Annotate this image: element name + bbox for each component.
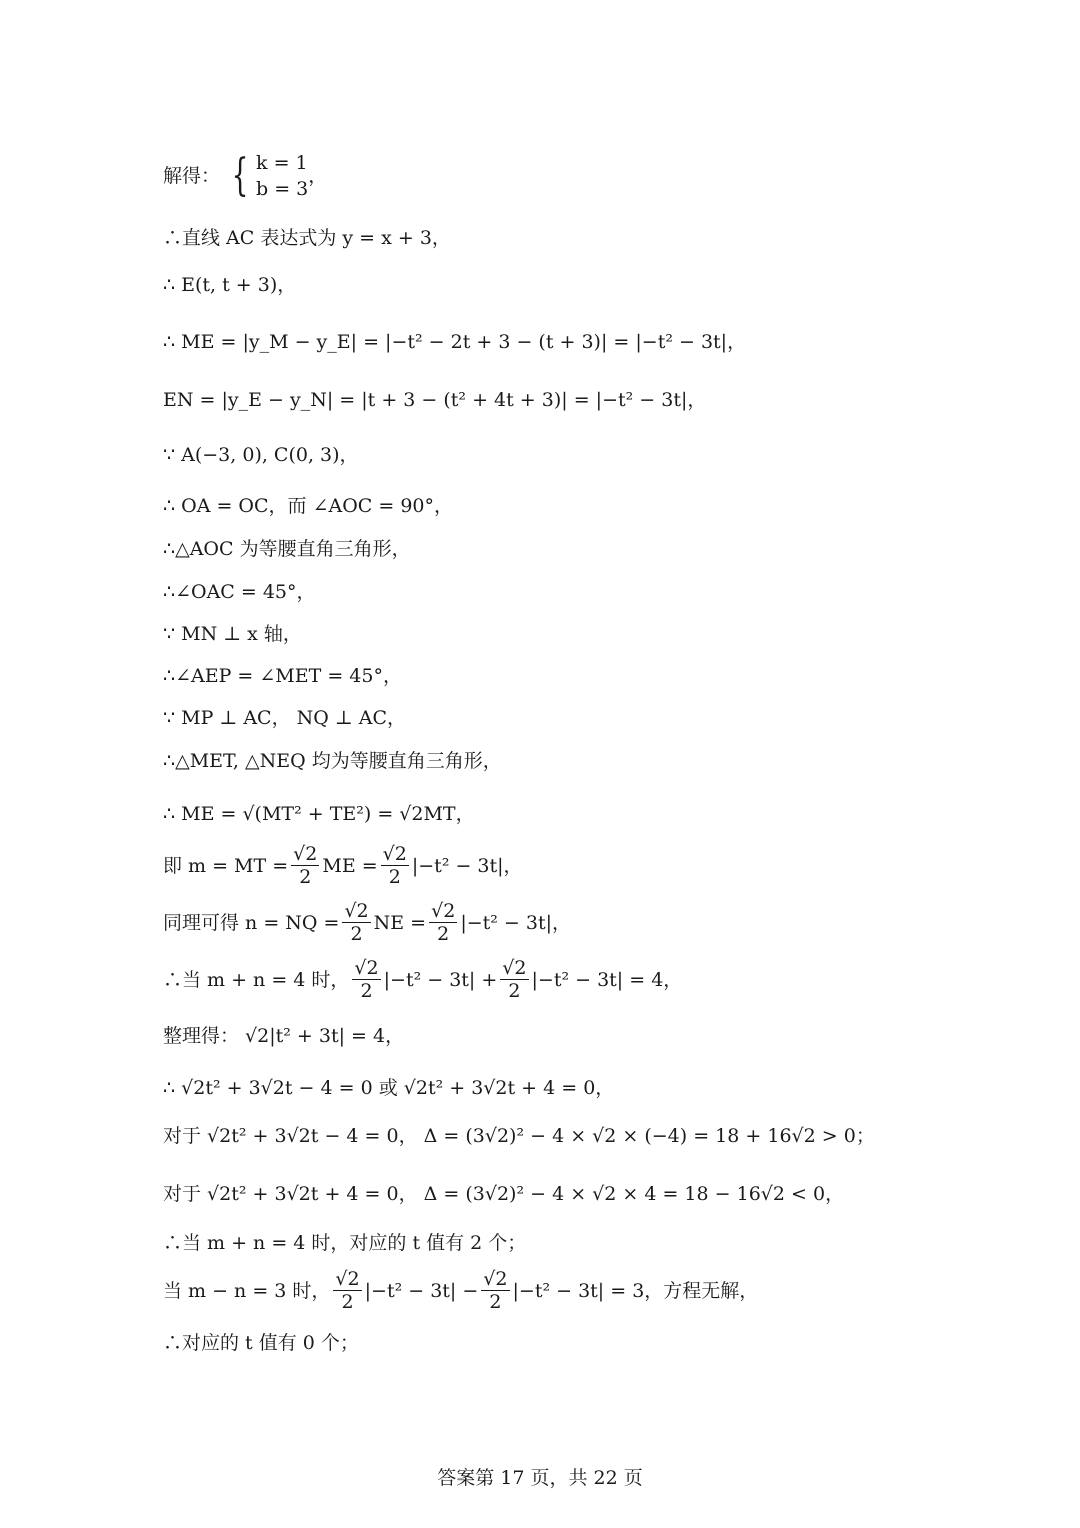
system-row-2: b = 3 xyxy=(256,178,309,200)
n-post: |−t² − 3t|， xyxy=(460,911,572,934)
sum-pre: ∴当 m + n = 4 时， xyxy=(163,968,350,991)
m-mid: ME = xyxy=(322,854,378,877)
text-line: EN = |y_E − y_N| = |t + 3 − (t² + 4t + 3)| = |−t² − 3t|， xyxy=(163,389,707,411)
fraction-numerator: √2 xyxy=(431,900,456,922)
fraction-denominator: 2 xyxy=(360,980,373,1002)
sum-post: |−t² − 3t| = 4， xyxy=(531,968,683,991)
text-line: 整理得： √2|t² + 3t| = 4， xyxy=(163,1025,405,1047)
text-line: ∴ E(t, t + 3)， xyxy=(163,274,297,296)
equation-system xyxy=(226,150,327,202)
diff-line xyxy=(163,1268,758,1313)
diff-mid: |−t² − 3t| − xyxy=(364,1279,479,1302)
fraction-denominator: 2 xyxy=(350,923,363,945)
diff-post: |−t² − 3t| = 3，方程无解， xyxy=(512,1279,759,1302)
fraction xyxy=(333,1268,361,1313)
text-line: ∴∠AEP = ∠MET = 45°， xyxy=(163,665,402,687)
diff-pre: 当 m − n = 3 时， xyxy=(163,1279,331,1302)
fraction xyxy=(381,843,409,888)
brace: { xyxy=(231,150,249,201)
fraction-numerator: √2 xyxy=(382,843,407,865)
text-line: ∴ √2t² + 3√2t − 4 = 0 或 √2t² + 3√2t + 4 = 0， xyxy=(163,1077,615,1099)
text-line: 对于 √2t² + 3√2t + 4 = 0， Δ = (3√2)² − 4 × √2 × 4 = 18 − 16√2 < 0， xyxy=(163,1183,845,1205)
page-footer: 答案第 17 页，共 22 页 xyxy=(437,1467,643,1489)
fraction-denominator: 2 xyxy=(508,980,521,1002)
text-line: ∴ ME = √(MT² + TE²) = √2MT， xyxy=(163,803,475,825)
text-line: ∴∠OAC = 45°， xyxy=(163,581,316,603)
fraction-numerator: √2 xyxy=(483,1268,508,1290)
fraction-numerator: √2 xyxy=(502,957,527,979)
system-tail: ， xyxy=(308,165,328,187)
text-line: 对于 √2t² + 3√2t − 4 = 0， Δ = (3√2)² − 4 × √2 × (−4) = 18 + 16√2 > 0； xyxy=(163,1125,875,1147)
fraction-denominator: 2 xyxy=(388,866,401,888)
text-line: ∵ MN ⊥ x 轴， xyxy=(163,623,302,645)
text-line: ∴△MET, △NEQ 均为等腰直角三角形， xyxy=(163,750,502,772)
fraction xyxy=(481,1268,509,1313)
fraction-numerator: √2 xyxy=(354,957,379,979)
n-line xyxy=(163,900,571,945)
fraction-denominator: 2 xyxy=(489,1291,502,1313)
text-line: ∴对应的 t 值有 0 个； xyxy=(163,1332,359,1354)
fraction xyxy=(291,843,319,888)
fraction xyxy=(429,900,457,945)
fraction-numerator: √2 xyxy=(293,843,318,865)
sum-mid: |−t² − 3t| + xyxy=(383,968,498,991)
text-line: ∴当 m + n = 4 时，对应的 t 值有 2 个； xyxy=(163,1232,527,1254)
m-line xyxy=(163,843,523,888)
fraction-denominator: 2 xyxy=(299,866,312,888)
fraction-denominator: 2 xyxy=(437,923,450,945)
text-line: ∴△AOC 为等腰直角三角形， xyxy=(163,538,411,560)
n-pre: 同理可得 n = NQ = xyxy=(163,911,340,934)
text-line: ∴ OA = OC，而 ∠AOC = 90°， xyxy=(163,495,454,517)
fraction-numerator: √2 xyxy=(344,900,369,922)
text-line: ∵ MP ⊥ AC， NQ ⊥ AC， xyxy=(163,707,407,729)
solve-line xyxy=(163,150,327,202)
solve-label: 解得： xyxy=(163,165,221,187)
text-line: ∴直线 AC 表达式为 y = x + 3， xyxy=(163,227,451,249)
fraction-numerator: √2 xyxy=(335,1268,360,1290)
system-row-1: k = 1 xyxy=(256,152,308,174)
m-post: |−t² − 3t|， xyxy=(411,854,523,877)
text-line: ∵ A(−3, 0), C(0, 3)， xyxy=(163,444,359,466)
m-pre: 即 m = MT = xyxy=(163,854,289,877)
sum-line xyxy=(163,957,682,1002)
n-mid: NE = xyxy=(373,911,427,934)
text-line: ∴ ME = |y_M − y_E| = |−t² − 2t + 3 − (t + 3)| = |−t² − 3t|， xyxy=(163,331,747,353)
fraction-denominator: 2 xyxy=(341,1291,354,1313)
fraction xyxy=(500,957,528,1002)
fraction xyxy=(352,957,380,1002)
fraction xyxy=(342,900,370,945)
